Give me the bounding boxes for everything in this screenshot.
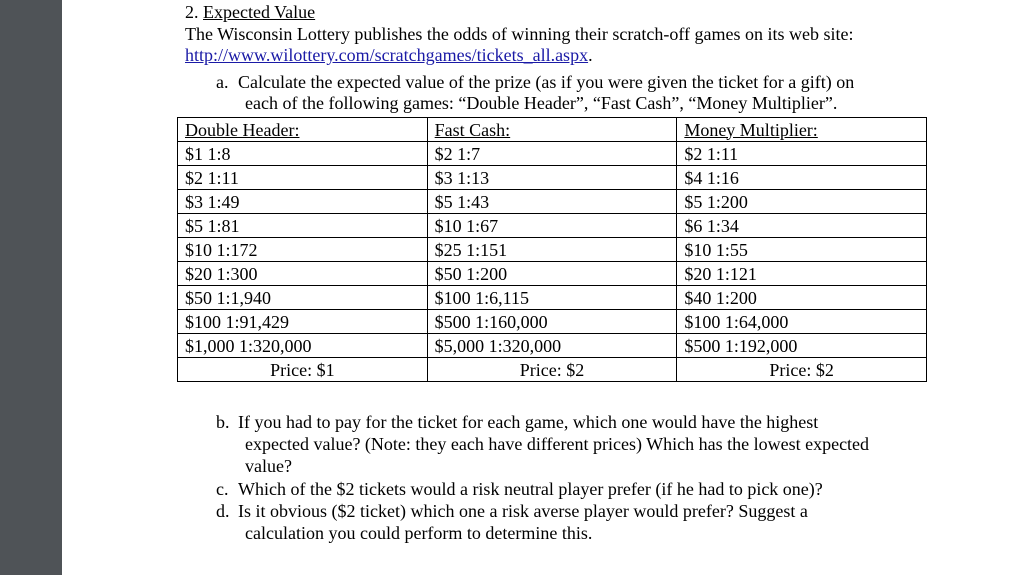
table-cell: $10 1:55: [677, 238, 927, 262]
table-cell: $100 1:64,000: [677, 310, 927, 334]
part-b-line2: expected value? (Note: they each have different prices) Which has the lowest expected: [245, 434, 870, 454]
table-cell: $4 1:16: [677, 166, 927, 190]
problem-intro: The Wisconsin Lottery publishes the odds of winning their scratch-off games on its web site:: [185, 24, 854, 44]
table-cell: $5 1:43: [427, 190, 677, 214]
price-money-multiplier: Price: $2: [677, 358, 927, 382]
table-cell: $1 1:8: [178, 142, 428, 166]
table-cell: $20 1:121: [677, 262, 927, 286]
table-row: [178, 190, 927, 214]
part-a-text-1: Calculate the expected value of the prize (as if you were given the ticket for a gift) on: [238, 72, 855, 92]
left-gray-panel: [0, 0, 62, 575]
part-d-line2: calculation you could perform to determine this.: [245, 523, 593, 543]
table-cell: $10 1:172: [178, 238, 428, 262]
table-header-row: [178, 118, 927, 142]
problem-number: 2.: [185, 2, 199, 22]
table-cell: $100 1:91,429: [178, 310, 428, 334]
header-money-multiplier: Money Multiplier:: [677, 118, 927, 142]
part-a-line1: [216, 72, 854, 92]
table-cell: $6 1:34: [677, 214, 927, 238]
part-b-text-1: If you had to pay for the ticket for each game, which one would have the highest: [238, 412, 819, 432]
problem-title: Expected Value: [203, 2, 316, 22]
part-b-marker: b.: [216, 412, 230, 432]
table-cell: $2 1:11: [178, 166, 428, 190]
table-cell: $5,000 1:320,000: [427, 334, 677, 358]
table-row: [178, 262, 927, 286]
part-d-text-1: Is it obvious ($2 ticket) which one a risk averse player would prefer? Suggest a: [238, 501, 808, 521]
link-line: [185, 45, 593, 65]
table-row: [178, 214, 927, 238]
table-cell: $3 1:13: [427, 166, 677, 190]
table-cell: $500 1:192,000: [677, 334, 927, 358]
problem-heading: [185, 2, 315, 22]
price-double-header: Price: $1: [178, 358, 428, 382]
table-cell: $3 1:49: [178, 190, 428, 214]
table-row: [178, 142, 927, 166]
part-c-text-1: Which of the $2 tickets would a risk neutral player prefer (if he had to pick one)?: [238, 479, 823, 499]
header-fast-cash: Fast Cash:: [427, 118, 677, 142]
odds-table: [177, 117, 927, 382]
table-cell: $5 1:200: [677, 190, 927, 214]
table-cell: $1,000 1:320,000: [178, 334, 428, 358]
part-c-marker: c.: [216, 479, 229, 499]
header-double-header: Double Header:: [178, 118, 428, 142]
table-cell: $5 1:81: [178, 214, 428, 238]
price-row: [178, 358, 927, 382]
price-fast-cash: Price: $2: [427, 358, 677, 382]
part-a-line2: each of the following games: “Double Header”, “Fast Cash”, “Money Multiplier”.: [245, 93, 838, 113]
table-row: [178, 286, 927, 310]
part-d-line1: [216, 501, 808, 521]
part-b-line1: [216, 412, 818, 432]
part-a-marker: a.: [216, 72, 229, 92]
table-cell: $25 1:151: [427, 238, 677, 262]
table-cell: $100 1:6,115: [427, 286, 677, 310]
table-cell: $50 1:200: [427, 262, 677, 286]
link-suffix: .: [588, 45, 593, 65]
table-cell: $500 1:160,000: [427, 310, 677, 334]
table-cell: $2 1:11: [677, 142, 927, 166]
table-cell: $20 1:300: [178, 262, 428, 286]
lottery-link[interactable]: http://www.wilottery.com/scratchgames/tickets_all.aspx: [185, 45, 589, 65]
table-cell: $2 1:7: [427, 142, 677, 166]
table-row: [178, 334, 927, 358]
part-b-line3: value?: [245, 456, 292, 476]
table-row: [178, 310, 927, 334]
table-row: [178, 238, 927, 262]
table-row: [178, 166, 927, 190]
part-c-line1: [216, 479, 823, 499]
document-page: [62, 0, 1024, 575]
table-cell: $50 1:1,940: [178, 286, 428, 310]
table-cell: $10 1:67: [427, 214, 677, 238]
part-d-marker: d.: [216, 501, 230, 521]
table-cell: $40 1:200: [677, 286, 927, 310]
